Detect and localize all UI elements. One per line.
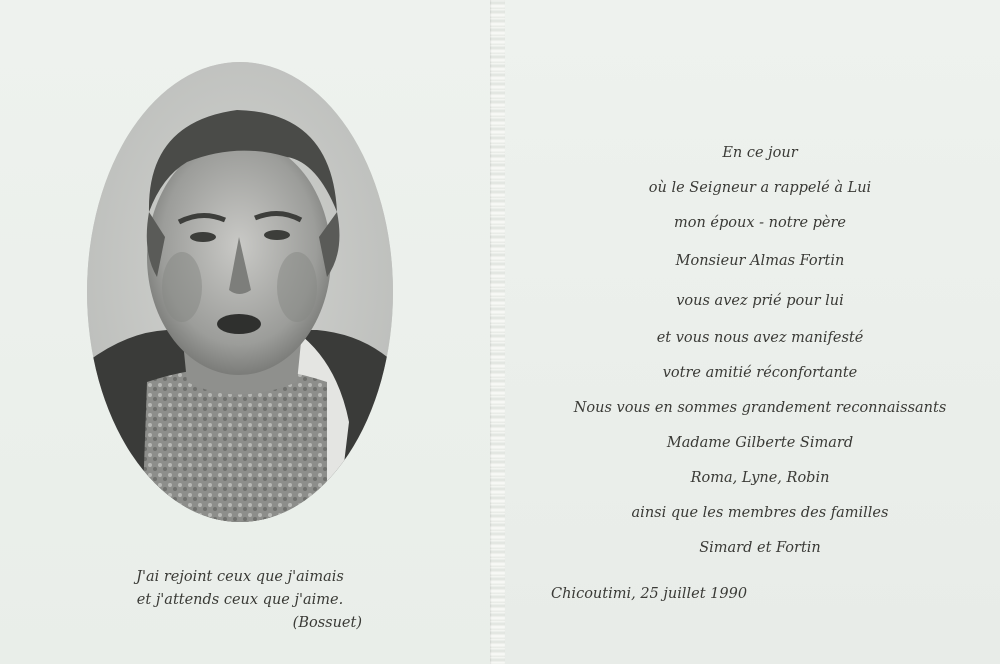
message-line: mon époux - notre père xyxy=(673,215,847,231)
left-panel xyxy=(0,0,492,664)
message-line: où le Seigneur a rappelé à Lui xyxy=(648,180,872,196)
message-line: ainsi que les membres des familles xyxy=(631,505,889,521)
message-line: votre amitié réconfortante xyxy=(662,365,858,381)
family-names: Simard et Fortin xyxy=(699,540,821,556)
quote-line-1: J'ai rejoint ceux que j'aimais xyxy=(136,569,344,585)
message-line: vous avez prié pour lui xyxy=(676,293,844,309)
card-fold xyxy=(490,0,506,664)
quote-line-2: et j'attends ceux que j'aime. xyxy=(136,592,344,608)
portrait-photo xyxy=(87,62,393,522)
acknowledgement-message xyxy=(540,136,980,566)
place-date: Chicoutimi, 25 juillet 1990 xyxy=(551,586,748,602)
message-line: En ce jour xyxy=(722,145,798,161)
message-line: Nous vous en sommes grandement reconnaissants xyxy=(573,400,947,416)
children-names: Roma, Lyne, Robin xyxy=(690,470,830,486)
deceased-name: Monsieur Almas Fortin xyxy=(675,253,845,269)
message-line: et vous nous avez manifesté xyxy=(656,330,864,346)
signatory-name: Madame Gilberte Simard xyxy=(666,435,854,451)
quote-block xyxy=(110,566,370,635)
portrait-illustration xyxy=(87,62,393,522)
quote-author: (Bossuet) xyxy=(292,615,362,631)
